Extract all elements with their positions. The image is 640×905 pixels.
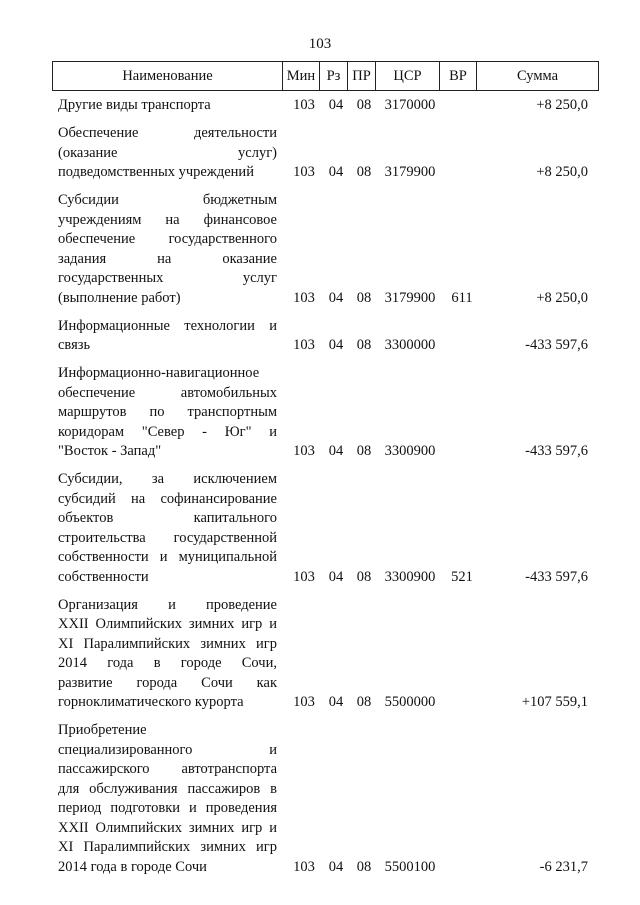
row-name-line: Информационные технологии и (58, 317, 277, 334)
row-rz: 04 (328, 289, 344, 306)
header-sum: Сумма (516, 68, 559, 84)
row-name (58, 364, 277, 462)
row-name-line: Субсидии бюджетным (58, 192, 277, 208)
row-min: 103 (293, 289, 315, 306)
header-csr: ЦСР (393, 68, 422, 84)
table-row (58, 124, 598, 183)
row-name-line: специализированного и (58, 741, 277, 758)
row-name-line: строительства государственной (58, 529, 277, 546)
table-row (58, 596, 598, 713)
row-name-line: связь (58, 337, 91, 353)
row-name-line: Субсидии, за исключением (58, 471, 277, 487)
row-pr: 08 (356, 337, 372, 353)
row-rz: 04 (328, 97, 344, 113)
row-name-line: XXII Олимпийских зимних игр и (58, 819, 277, 836)
row-min: 103 (293, 97, 315, 113)
row-name-line: собственности и муниципальной (58, 549, 277, 565)
row-name (58, 721, 277, 877)
row-vr: 521 (451, 568, 473, 585)
row-name-line: Информационно-навигационное (58, 365, 260, 381)
row-min: 103 (293, 858, 315, 875)
row-pr: 08 (356, 97, 372, 113)
row-name-line: обеспечение государственного (58, 231, 277, 247)
row-name-line: 2014 года в городе Сочи, (58, 655, 277, 671)
row-name-line: пассажирского автотранспорта (58, 761, 277, 777)
row-name-line: Организация и проведение (58, 596, 277, 613)
table-body (58, 96, 598, 886)
row-pr: 08 (356, 443, 372, 459)
row-name (58, 124, 277, 183)
row-sum: -433 597,6 (525, 568, 588, 585)
table-row (58, 470, 598, 587)
row-csr: 3170000 (384, 97, 436, 113)
row-min: 103 (293, 568, 315, 585)
row-csr: 5500000 (384, 694, 436, 710)
header-vr: ВР (449, 68, 467, 84)
row-pr: 08 (356, 694, 372, 710)
page-number: 103 (308, 36, 332, 52)
row-name-line: задания на оказание (58, 250, 277, 267)
row-name-line: коридорам "Север - Юг" и (58, 423, 277, 440)
header-pr: ПР (352, 68, 371, 84)
row-name (58, 191, 277, 308)
row-rz: 04 (328, 568, 344, 585)
row-csr: 3179900 (384, 164, 436, 180)
row-name-line: государственных услуг (58, 270, 277, 286)
table-row (58, 191, 598, 308)
row-name-line: собственности (58, 568, 149, 585)
row-rz: 04 (328, 443, 344, 459)
table-row (58, 721, 598, 877)
row-name-line: "Восток - Запад" (58, 443, 162, 459)
row-name-line: подведомственных учреждений (58, 164, 254, 180)
row-csr: 3300900 (384, 568, 436, 585)
row-name-line: маршрутов по транспортным (58, 404, 277, 420)
header-rz: Рз (326, 68, 341, 84)
row-vr: 611 (451, 289, 473, 306)
row-name-line: объектов капитального (58, 510, 277, 526)
row-min: 103 (293, 164, 315, 180)
row-name-line: горноклиматического курорта (58, 694, 244, 710)
row-name-line: XI Паралимпийских зимних игр (58, 635, 277, 652)
table-header (52, 61, 599, 91)
row-name (58, 470, 277, 587)
row-name-line: XXII Олимпийских зимних игр и (58, 616, 277, 632)
row-csr: 3179900 (384, 289, 436, 306)
row-name-line: обеспечение автомобильных (58, 384, 277, 401)
row-min: 103 (293, 337, 315, 353)
table-row (58, 317, 598, 356)
row-min: 103 (293, 694, 315, 710)
row-csr: 3300000 (384, 337, 436, 353)
row-sum: -433 597,6 (525, 443, 588, 459)
row-name-line: (оказание услуг) (58, 144, 277, 161)
row-sum: -6 231,7 (539, 858, 588, 875)
row-sum: +8 250,0 (536, 97, 588, 113)
row-name-line: 2014 года в городе Сочи (58, 858, 207, 875)
row-name (58, 96, 277, 116)
row-name-line: развитие города Сочи как (58, 674, 277, 691)
row-sum: +8 250,0 (536, 289, 588, 306)
row-pr: 08 (356, 568, 372, 585)
row-rz: 04 (328, 337, 344, 353)
table-row (58, 364, 598, 462)
table-row (58, 96, 598, 116)
header-name: Наименование (122, 68, 213, 84)
row-rz: 04 (328, 694, 344, 710)
row-sum: +107 559,1 (521, 694, 588, 710)
row-name-line: период подготовки и проведения (58, 800, 277, 816)
row-csr: 5500100 (384, 858, 436, 875)
row-rz: 04 (328, 858, 344, 875)
row-min: 103 (293, 443, 315, 459)
row-name (58, 317, 277, 356)
row-name-line: учреждениям на финансовое (58, 211, 277, 228)
row-name (58, 596, 277, 713)
header-min: Мин (286, 68, 316, 84)
row-csr: 3300900 (384, 443, 436, 459)
row-name-line: субсидий на софинансирование (58, 490, 277, 507)
row-name-line: (выполнение работ) (58, 289, 181, 306)
row-name-line: XI Паралимпийских зимних игр (58, 839, 277, 855)
row-sum: +8 250,0 (536, 164, 588, 180)
row-name-line: Приобретение (58, 722, 147, 738)
row-pr: 08 (356, 289, 372, 306)
row-name-line: Обеспечение деятельности (58, 125, 277, 141)
row-pr: 08 (356, 858, 372, 875)
row-rz: 04 (328, 164, 344, 180)
row-name-line: для обслуживания пассажиров в (58, 780, 277, 797)
row-name-line: Другие виды транспорта (58, 97, 211, 113)
row-sum: -433 597,6 (525, 337, 588, 353)
row-pr: 08 (356, 164, 372, 180)
